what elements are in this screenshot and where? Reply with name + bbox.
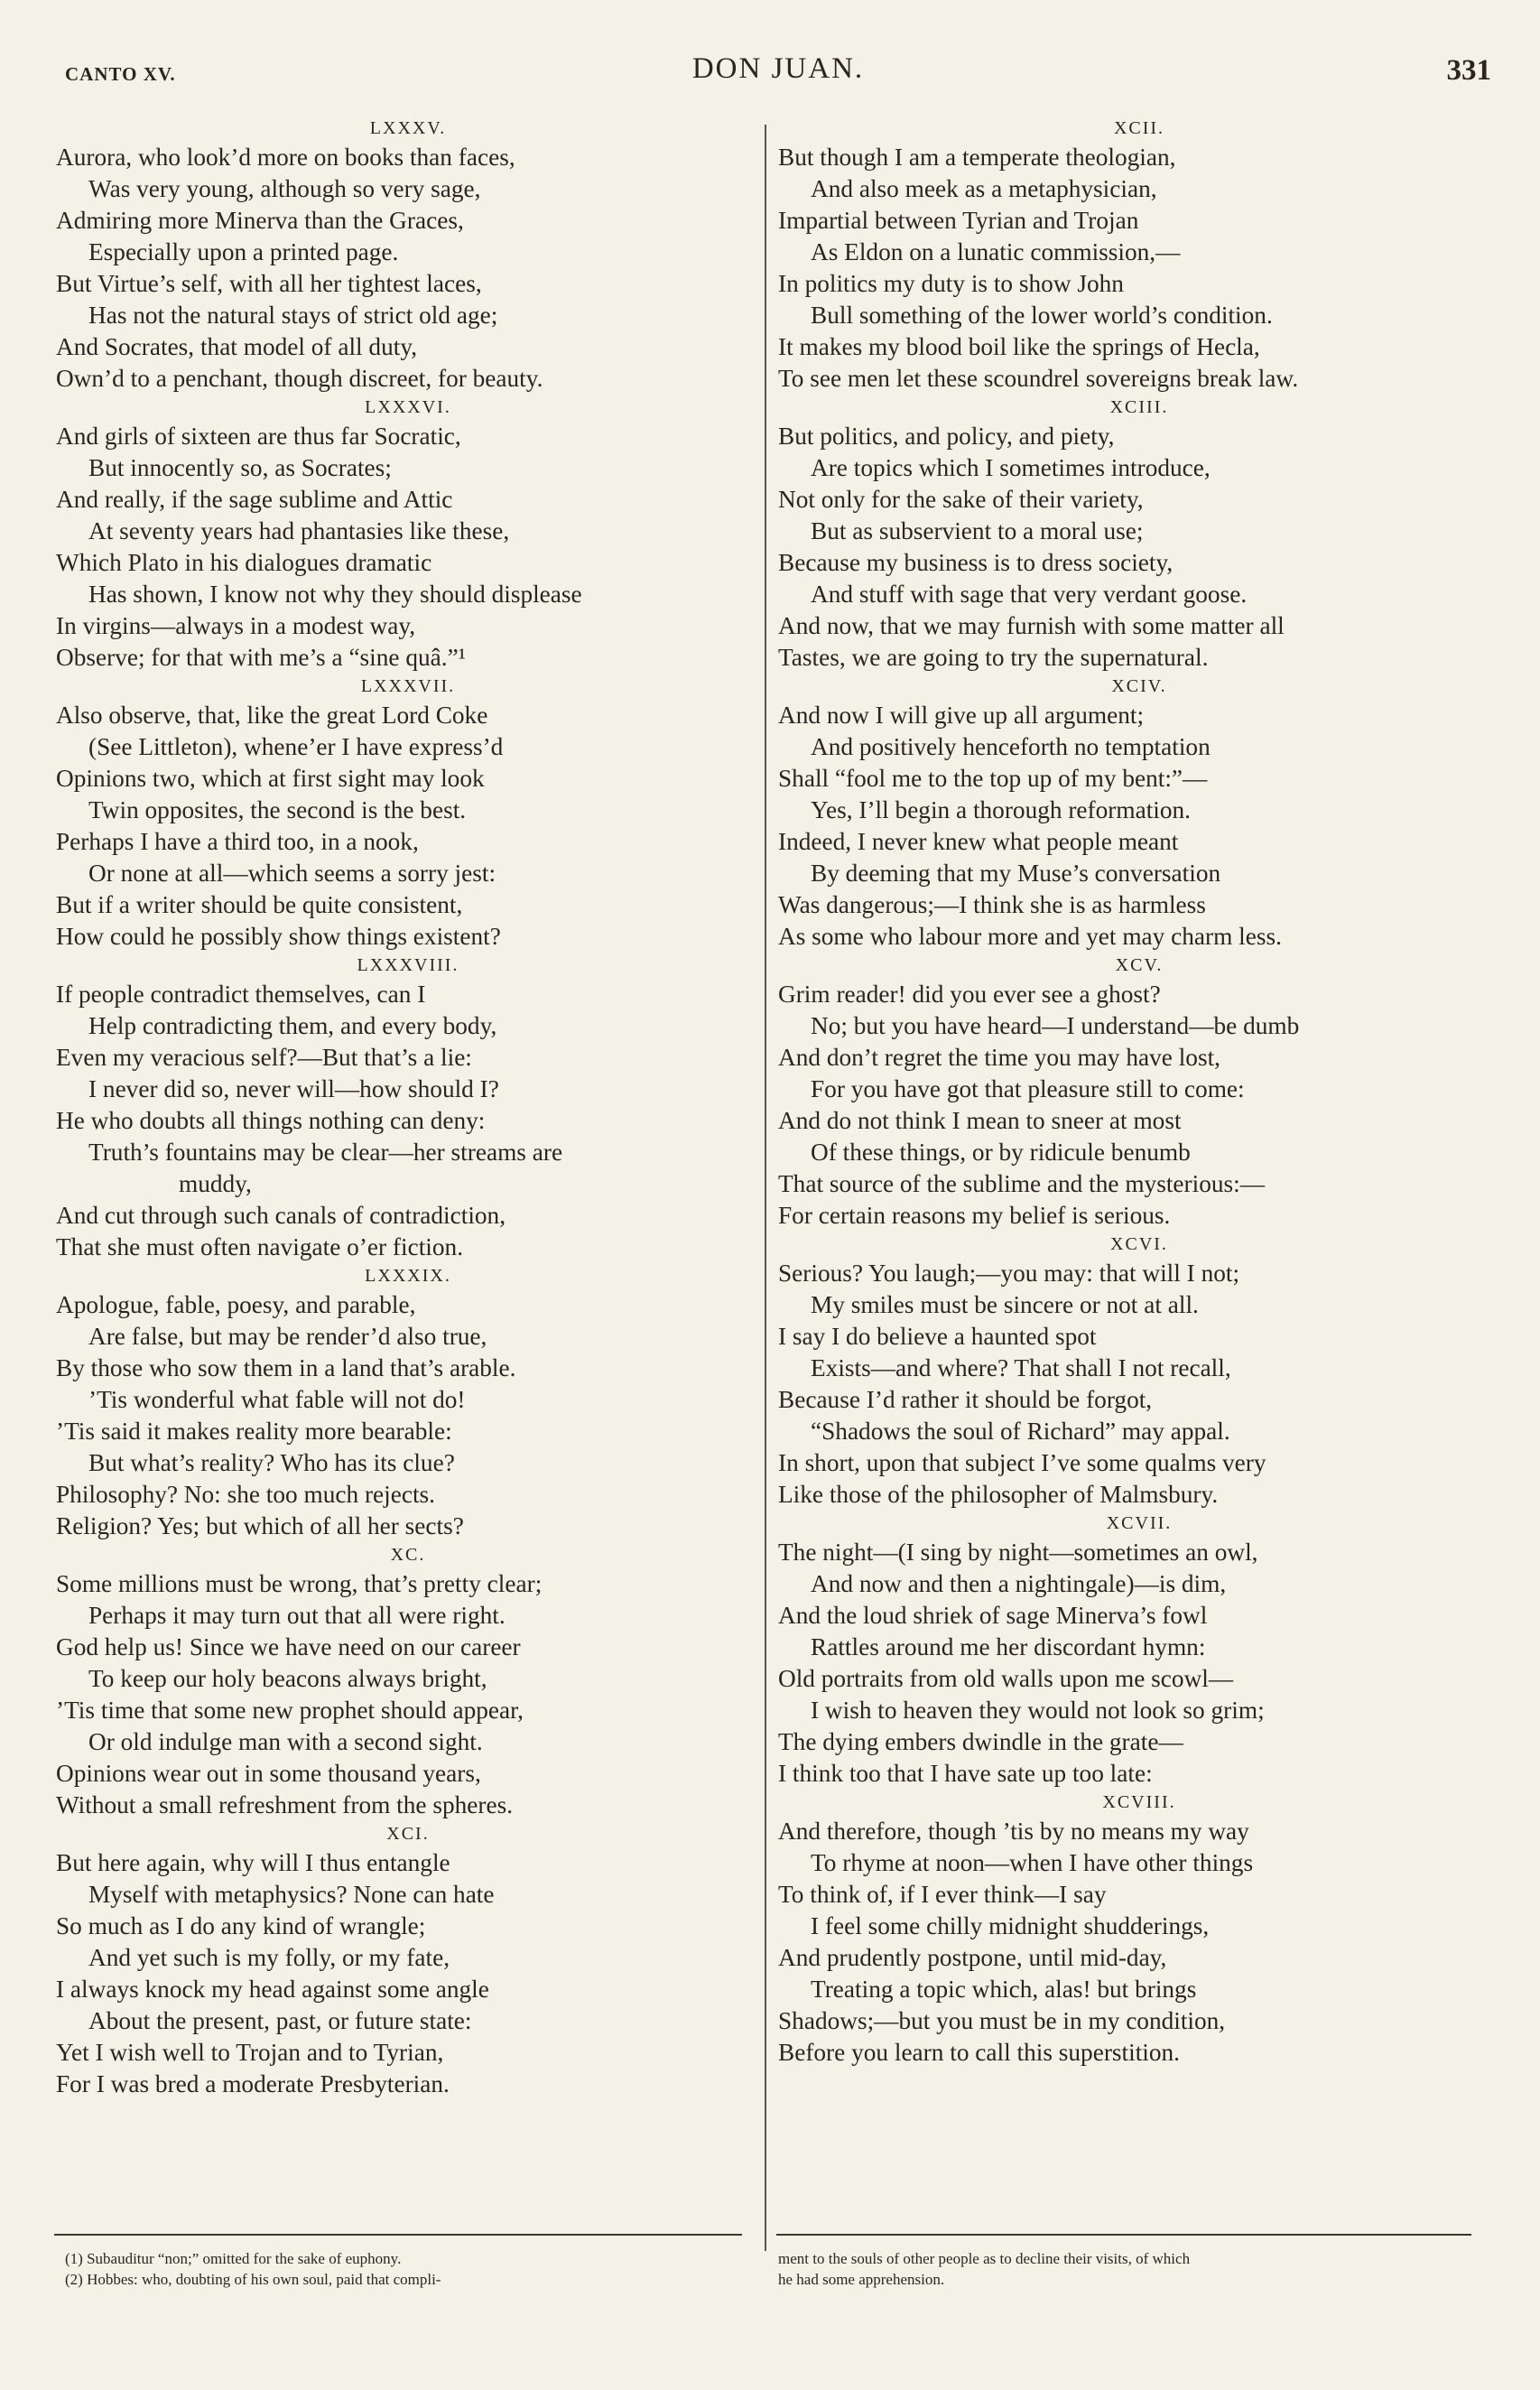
stanza bbox=[56, 953, 760, 1263]
verse-line: Like those of the philosopher of Malmsbury. bbox=[778, 1481, 1219, 1508]
stanza-number: XCV. bbox=[1115, 955, 1164, 975]
verse-line: But innocently so, as Socrates; bbox=[88, 454, 392, 481]
verse-line: Has not the natural stays of strict old age; bbox=[88, 302, 498, 329]
verse-line: In virgins—always in a modest way, bbox=[56, 612, 416, 639]
verse-line: I always knock my head against some angle bbox=[56, 1976, 489, 2003]
verse-line: To rhyme at noon—when I have other things bbox=[811, 1849, 1254, 1876]
verse-line: For you have got that pleasure still to come: bbox=[811, 1075, 1245, 1102]
footnotes-right bbox=[778, 2248, 1482, 2290]
verse-line: Yes, I’ll begin a thorough reformation. bbox=[811, 796, 1192, 823]
verse-line: Opinions wear out in some thousand years, bbox=[56, 1760, 481, 1787]
verse-line: Treating a topic which, alas! but brings bbox=[811, 1976, 1197, 2003]
stanza-number: XC. bbox=[390, 1545, 426, 1565]
verse-line: But Virtue’s self, with all her tightest laces, bbox=[56, 270, 482, 297]
verse-line: For I was bred a moderate Presbyterian. bbox=[56, 2070, 450, 2097]
verse-line: I wish to heaven they would not look so grim; bbox=[811, 1697, 1265, 1724]
verse-line: ’Tis said it makes reality more bearable: bbox=[56, 1418, 452, 1445]
verse-line: Exists—and where? That shall I not recall, bbox=[811, 1354, 1231, 1381]
verse-line: And now, that we may furnish with some matter all bbox=[778, 612, 1285, 639]
verse-line: Help contradicting them, and every body, bbox=[88, 1012, 497, 1039]
verse-line: And yet such is my folly, or my fate, bbox=[88, 1944, 450, 1971]
stanza bbox=[56, 1542, 760, 1821]
verse-line: Not only for the sake of their variety, bbox=[778, 486, 1144, 513]
verse-line: Old portraits from old walls upon me scowl— bbox=[778, 1665, 1234, 1692]
verse-line: Because I’d rather it should be forgot, bbox=[778, 1386, 1153, 1413]
verse-line: Shadows;—but you must be in my condition, bbox=[778, 2007, 1226, 2034]
verse-line: Some millions must be wrong, that’s pretty clear; bbox=[56, 1570, 543, 1597]
verse-line: The dying embers dwindle in the grate— bbox=[778, 1728, 1183, 1755]
verse-line: In short, upon that subject I’ve some qualms very bbox=[778, 1449, 1266, 1476]
verse-line: And the loud shriek of sage Minerva’s fowl bbox=[778, 1602, 1208, 1629]
stanza-number: XCIV. bbox=[1111, 676, 1167, 696]
right-column bbox=[778, 116, 1500, 2069]
verse-line: By those who sow them in a land that’s arable. bbox=[56, 1354, 516, 1381]
verse-line: That source of the sublime and the mysterious:— bbox=[778, 1170, 1265, 1197]
verse-line: Perhaps I have a third too, in a nook, bbox=[56, 828, 419, 855]
verse-line: He who doubts all things nothing can deny: bbox=[56, 1107, 486, 1134]
footnote-rule-right bbox=[776, 2234, 1471, 2236]
verse-line: Serious? You laugh;—you may: that will I not; bbox=[778, 1260, 1240, 1287]
verse-line: Impartial between Tyrian and Trojan bbox=[778, 207, 1139, 234]
verse-line: And do not think I mean to sneer at most bbox=[778, 1107, 1182, 1134]
stanza-number: XCIII. bbox=[1109, 397, 1169, 417]
verse-line: Also observe, that, like the great Lord Coke bbox=[56, 702, 488, 729]
verse-line: I never did so, never will—how should I? bbox=[88, 1075, 499, 1102]
verse-line: Even my veracious self?—But that’s a lie: bbox=[56, 1044, 472, 1071]
footnote-2-continued-end: he had some apprehension. bbox=[778, 2271, 945, 2288]
stanza-number: LXXXIX. bbox=[365, 1266, 451, 1286]
stanza-number: XCII. bbox=[1113, 118, 1165, 138]
verse-line: ’Tis wonderful what fable will not do! bbox=[88, 1386, 466, 1413]
verse-line: Before you learn to call this superstition. bbox=[778, 2039, 1180, 2066]
verse-line: I say I do believe a haunted spot bbox=[778, 1323, 1097, 1350]
stanza bbox=[778, 674, 1500, 953]
footnote-2: (2) Hobbes: who, doubting of his own soul, paid that compli- bbox=[65, 2271, 441, 2288]
verse-line: Philosophy? No: she too much rejects. bbox=[56, 1481, 436, 1508]
running-header bbox=[65, 52, 1491, 98]
verse-line: Was dangerous;—I think she is as harmless bbox=[778, 891, 1206, 918]
stanza-number: XCVII. bbox=[1106, 1513, 1173, 1533]
stanza bbox=[56, 395, 760, 674]
verse-line: Twin opposites, the second is the best. bbox=[88, 796, 467, 823]
verse-line: By deeming that my Muse’s conversation bbox=[811, 860, 1221, 887]
verse-line: Apologue, fable, poesy, and parable, bbox=[56, 1291, 416, 1318]
verse-line: And therefore, though ’tis by no means my way bbox=[778, 1818, 1249, 1845]
verse-line: Which Plato in his dialogues dramatic bbox=[56, 549, 432, 576]
verse-line: muddy, bbox=[179, 1170, 252, 1197]
verse-line: But what’s reality? Who has its clue? bbox=[88, 1449, 455, 1476]
verse-line: The night—(I sing by night—sometimes an owl, bbox=[778, 1539, 1258, 1566]
verse-line: Myself with metaphysics? None can hate bbox=[88, 1881, 495, 1908]
verse-line: To think of, if I ever think—I say bbox=[778, 1881, 1107, 1908]
verse-line: Bull something of the lower world’s condition. bbox=[811, 302, 1273, 329]
verse-line: Was very young, although so very sage, bbox=[88, 175, 481, 202]
verse-line: But as subservient to a moral use; bbox=[811, 517, 1144, 544]
verse-line: Opinions two, which at first sight may look bbox=[56, 765, 485, 792]
verse-line: How could he possibly show things existent? bbox=[56, 923, 501, 950]
verse-line: Perhaps it may turn out that all were right. bbox=[88, 1602, 506, 1629]
footnotes-left bbox=[65, 2248, 751, 2290]
stanza bbox=[56, 1821, 760, 2100]
verse-line: Own’d to a penchant, though discreet, for beauty. bbox=[56, 365, 543, 392]
verse-line: And prudently postpone, until mid-day, bbox=[778, 1944, 1167, 1971]
verse-line: ’Tis time that some new prophet should appear, bbox=[56, 1697, 524, 1724]
verse-line: And positively henceforth no temptation bbox=[811, 733, 1211, 760]
column-divider bbox=[765, 125, 766, 2251]
verse-line: So much as I do any kind of wrangle; bbox=[56, 1912, 426, 1939]
verse-line: But here again, why will I thus entangle bbox=[56, 1849, 450, 1876]
verse-line: Rattles around me her discordant hymn: bbox=[811, 1633, 1206, 1660]
footnote-1: (1) Subauditur “non;” omitted for the sake of euphony. bbox=[65, 2250, 402, 2267]
verse-line: But if a writer should be quite consistent, bbox=[56, 891, 463, 918]
stanza-number: LXXXVIII. bbox=[357, 955, 459, 975]
stanza bbox=[56, 674, 760, 953]
verse-line: Because my business is to dress society, bbox=[778, 549, 1174, 576]
verse-line: As Eldon on a lunatic commission,— bbox=[811, 238, 1181, 265]
verse-line: And Socrates, that model of all duty, bbox=[56, 333, 418, 360]
verse-line: And also meek as a metaphysician, bbox=[811, 175, 1157, 202]
canto-label: CANTO XV. bbox=[65, 63, 176, 85]
verse-line: Shall “fool me to the top up of my bent:”— bbox=[778, 765, 1208, 792]
verse-line: No; but you have heard—I understand—be dumb bbox=[811, 1012, 1300, 1039]
verse-line: Indeed, I never knew what people meant bbox=[778, 828, 1179, 855]
verse-line: It makes my blood boil like the springs of Hecla, bbox=[778, 333, 1260, 360]
left-column bbox=[56, 116, 760, 2100]
stanza bbox=[778, 953, 1500, 1232]
stanza bbox=[778, 1790, 1500, 2069]
verse-line: And now and then a nightingale)—is dim, bbox=[811, 1570, 1227, 1597]
page-number: 331 bbox=[1446, 54, 1491, 87]
verse-line: I think too that I have sate up too late: bbox=[778, 1760, 1153, 1787]
stanza bbox=[778, 116, 1500, 395]
verse-line: Of these things, or by ridicule benumb bbox=[811, 1139, 1191, 1166]
verse-line: And really, if the sage sublime and Attic bbox=[56, 486, 453, 513]
verse-line: That she must often navigate o’er fiction. bbox=[56, 1233, 464, 1260]
verse-line: To keep our holy beacons always bright, bbox=[88, 1665, 487, 1692]
footnote-rule-left bbox=[54, 2234, 742, 2236]
verse-line: Yet I wish well to Trojan and to Tyrian, bbox=[56, 2039, 444, 2066]
stanza-number: XCI. bbox=[386, 1824, 430, 1844]
page-title: DON JUAN. bbox=[691, 52, 865, 85]
verse-line: And don’t regret the time you may have lost, bbox=[778, 1044, 1220, 1071]
verse-line: As some who labour more and yet may charm less. bbox=[778, 923, 1282, 950]
stanza bbox=[778, 1511, 1500, 1790]
verse-line: For certain reasons my belief is serious. bbox=[778, 1202, 1171, 1229]
verse-line: And cut through such canals of contradiction, bbox=[56, 1202, 506, 1229]
stanza-number: XCVI. bbox=[1110, 1234, 1168, 1254]
verse-line: God help us! Since we have need on our career bbox=[56, 1633, 521, 1660]
verse-line: Admiring more Minerva than the Graces, bbox=[56, 207, 464, 234]
verse-line: (See Littleton), whene’er I have express’d bbox=[88, 733, 504, 760]
verse-line: Are topics which I sometimes introduce, bbox=[811, 454, 1211, 481]
verse-line: Aurora, who look’d more on books than faces, bbox=[56, 144, 515, 171]
stanza bbox=[56, 116, 760, 395]
verse-line: To see men let these scoundrel sovereigns break law. bbox=[778, 365, 1299, 392]
verse-line: Tastes, we are going to try the supernatural. bbox=[778, 644, 1209, 671]
verse-line: And stuff with sage that very verdant goose. bbox=[811, 581, 1248, 608]
verse-line: And girls of sixteen are thus far Socratic, bbox=[56, 423, 461, 450]
verse-line: Truth’s fountains may be clear—her streams are bbox=[88, 1139, 563, 1166]
verse-line: In politics my duty is to show John bbox=[778, 270, 1124, 297]
stanza-number: LXXXV. bbox=[369, 118, 447, 138]
verse-line: But though I am a temperate theologian, bbox=[778, 144, 1176, 171]
footnote-2-continued: ment to the souls of other people as to decline their visits, of which bbox=[778, 2250, 1191, 2267]
verse-line: Especially upon a printed page. bbox=[88, 238, 399, 265]
verse-line: Or none at all—which seems a sorry jest: bbox=[88, 860, 496, 887]
stanza bbox=[778, 1232, 1500, 1511]
stanza-number: LXXXVI. bbox=[365, 397, 451, 417]
verse-line: About the present, past, or future state: bbox=[88, 2007, 472, 2034]
verse-line: Religion? Yes; but which of all her sects? bbox=[56, 1512, 464, 1539]
verse-line: Or old indulge man with a second sight. bbox=[88, 1728, 483, 1755]
verse-line: At seventy years had phantasies like these, bbox=[88, 517, 510, 544]
stanza bbox=[778, 395, 1500, 674]
verse-line: Observe; for that with me’s a “sine quâ.”¹ bbox=[56, 644, 466, 671]
verse-line: Are false, but may be render’d also true, bbox=[88, 1323, 487, 1350]
verse-line: And now I will give up all argument; bbox=[778, 702, 1145, 729]
verse-line: Without a small refreshment from the spheres. bbox=[56, 1791, 514, 1818]
stanza bbox=[56, 1263, 760, 1542]
verse-line: My smiles must be sincere or not at all. bbox=[811, 1291, 1199, 1318]
verse-line: “Shadows the soul of Richard” may appal. bbox=[811, 1418, 1230, 1445]
verse-line: I feel some chilly midnight shudderings, bbox=[811, 1912, 1210, 1939]
verse-line: Has shown, I know not why they should displease bbox=[88, 581, 582, 608]
stanza-number: LXXXVII. bbox=[360, 676, 456, 696]
verse-line: Grim reader! did you ever see a ghost? bbox=[778, 981, 1161, 1008]
verse-line: But politics, and policy, and piety, bbox=[778, 423, 1115, 450]
stanza-number: XCVIII. bbox=[1102, 1792, 1176, 1812]
verse-line: If people contradict themselves, can I bbox=[56, 981, 426, 1008]
